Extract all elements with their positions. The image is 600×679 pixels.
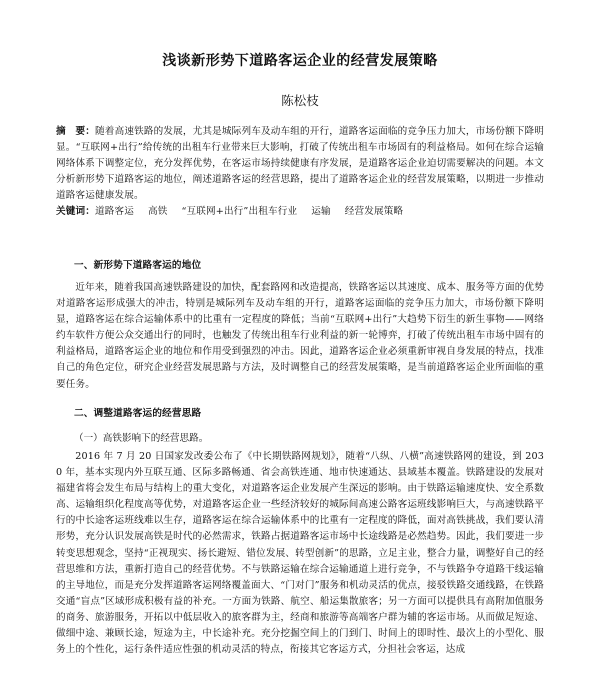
keywords-label: 关键词： (56, 206, 95, 218)
section-1-body (56, 280, 544, 393)
paper-author: 陈松枝 (281, 93, 319, 108)
keyword-item: “互联网+出行”出租车行业 (181, 206, 298, 218)
keyword-item: 道路客运 (94, 206, 134, 218)
abstract-block (56, 124, 544, 221)
keyword-item: 经营发展策略 (344, 206, 404, 218)
abstract (56, 124, 544, 204)
section-paragraph: 2016 年 7 月 20 日国家发改委公布了《中长期铁路网规划》，随着“八纵、八横”高速铁路网的建设，到 2030 年，基本实现内外互联互通、区际多路畅通、省会高铁连通、地市快速通达、县域基本覆盖。铁路建设的发展对福建省将会发生布局与结构上的重大变化，对道路客运企业发展产生深远的影响。由于铁路运输速度快、安全系数高、运输组织化程度高等优势，对道路客运企业一些经济较好的城际间高速公路客运班线影响巨大，与高速铁路平行的中长途客运班线难以生存，道路客运在综合运输体系中的比重有一定程度的降低，面对高铁挑战，我们要认清形势，充分认识发展高铁是时代的必然需求，铁路占据道路客运市场中长途线路是必然趋势。因此，我们要进一步转变思想观念，坚持“正视现实、扬长避短、错位发展、转型创新”的思路，立足主业，整合力量，调整好自己的经营思维和方法，重新打造自己的经营优势。不与铁路运输在综合运输通道上进行竞争，不与铁路争夺道路干线运输的主导地位，而是充分发挥道路客运网络覆盖面大、“门对门”服务和机动灵活的优点，接驳铁路交通线路，在铁路交通“盲点”区域形成积极有益的补充。一方面为铁路、航空、船运集散旅客；另一方面可以提供具有高附加值服务的商务、旅游服务，开拓以中低层收入的旅客群为主，经商和旅游等高端客户群为辅的客运市场。从而做足短途、做细中途、兼顾长途，短途为主，中长途补充。充分挖掘空间上的门到门、时间上的即时性、最次上的小型化、服务上的个性化，运行条件适应性强的机动灵活的特点，衔接其它客运方式，分担社会客运，达成 (56, 451, 544, 656)
keywords (56, 204, 544, 220)
section-paragraph: 近年来，随着我国高速铁路建设的加快，配套路网和改造提高，铁路客运以其速度、成本、服务等方面的优势对道路客运形成强大的冲击，特别是城际列车及动车组的开行，道路客运面临的竞争压力加大，市场份额下降明显，道路客运在综合运输体系中的比重有一定程度的降低；当前“互联网+出行”大趋势下衍生的新生事物——网络约车软件方便公众交通出行的同时，也触发了传统出租车行业利益的新一轮博弈，打破了传统出租车市场中固有的利益格局，道路客运企业的地位和作用受到强烈的冲击。因此，道路客运企业必须重新审视自身发展的特点，找准自己的角色定位，研究企业经营发展思路与方法，及时调整自己的经营发展策略，是当前道路客运企业所面临的重要任务。 (56, 282, 544, 390)
abstract-text: 随着高速铁路的发展，尤其是城际列车及动车组的开行，道路客运面临的竞争压力加大，市场份额下降明显。“互联网+出行”给传统的出租车行业带来巨大影响，打破了传统出租车市场固有的利益格局。如何在综合运输网络体系下调整定位，充分发挥优势，在客运市场持续健康有序发展，是道路客运企业迫切需要解决的问题。本文分析新形势下道路客运的地位，阐述道路客运的经营思路，提出了道路客运企业的经营发展策略，以期进一步推动道路客运健康发展。 (56, 126, 544, 202)
section-heading-2: 二、调整道路客运的经营思路 (74, 408, 202, 419)
section-subheading: （一）高铁影响下的经营思路。 (74, 433, 209, 444)
keyword-item: 高铁 (147, 206, 168, 218)
paper-title: 浅谈新形势下道路客运企业的经营发展策略 (162, 53, 438, 69)
keyword-item: 运输 (311, 206, 331, 218)
abstract-label: 摘 要： (56, 126, 96, 137)
section-heading-1: 一、新形势下道路客运的地位 (74, 260, 202, 271)
section-2-body (56, 449, 544, 658)
